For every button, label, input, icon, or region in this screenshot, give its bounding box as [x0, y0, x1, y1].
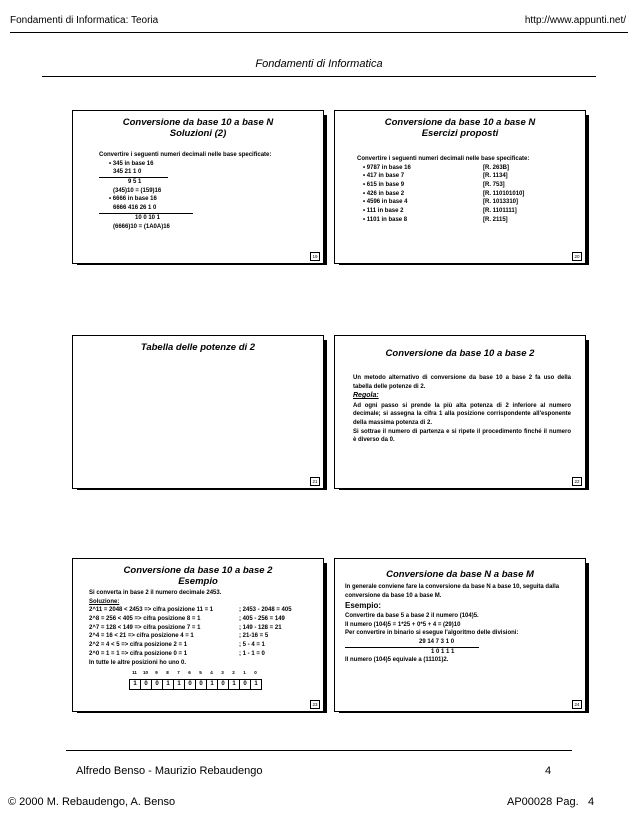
footer-rule	[66, 750, 572, 751]
bit-index-row: 11 10 9 8 7 6 5 4 3 2 1 0	[132, 670, 257, 676]
result: (6666)10 = (1A0A)16	[113, 223, 170, 230]
example-line: Convertire da base 5 a base 2 il numero (104)5.	[345, 612, 479, 619]
exercise-item: • 426 in base 2 [R. 110101010]	[363, 190, 525, 197]
division-row: 345 21 1 0	[99, 168, 168, 178]
slide-number: 23	[310, 700, 320, 709]
division-row: 29 14 7 3 1 0	[345, 638, 479, 648]
slide-title: Conversione da base 10 a base N Soluzioni (2)	[122, 117, 274, 140]
slide-23	[72, 558, 334, 722]
exercise-item: • 111 in base 2 [R. 1101111]	[363, 208, 517, 215]
slide-number: 19	[310, 252, 320, 261]
step-row: 2^11 = 2048 < 2453 => cifra posizione 11 = 1 ; 2453 - 2048 = 405	[89, 607, 292, 614]
division-row: 6666 416 26 1 0	[99, 204, 193, 214]
slide-title: Conversione da base 10 a base 2 Esempio	[123, 565, 273, 588]
exercise-item: • 417 in base 7 [R. 1134]	[363, 173, 508, 180]
document-code: AP00028	[507, 796, 553, 808]
slide-number: 21	[310, 477, 320, 486]
authors: Alfredo Benso - Maurizio Rebaudengo	[76, 765, 263, 777]
step-row: 2^2 = 4 < 5 => cifra posizione 2 = 1 ; 5 - 4 = 1	[89, 642, 265, 649]
division-remainders: 1 0 1 1 1	[431, 648, 455, 655]
step-row: 2^0 = 1 = 1 => cifra posizione 0 = 1 ; 1 - 1 = 0	[89, 650, 265, 657]
paragraph: Ad ogni passo si prende la più alta potenza di 2 inferiore al numero decimale; si assegna la cifra 1 alla posizione corrispondente all'esponente della massima potenza di 2.	[353, 402, 571, 426]
bullet: • 6666 in base 16	[109, 196, 157, 203]
header-right: http://www.appunti.net/	[524, 15, 626, 26]
footer-page-number: 4	[545, 765, 552, 777]
exercise-item: • 9787 in base 16 [R. 263B]	[363, 164, 510, 171]
division-remainders: 9 5 1	[128, 179, 142, 186]
slide-22	[334, 335, 596, 499]
paragraph: Un metodo alternativo di conversione da base 10 a base 2 fa uso della tabella delle potenze di 2.	[353, 375, 571, 390]
step-row: 2^4 = 16 < 21 => cifra posizione 4 = 1 ; 21-16 = 5	[89, 633, 269, 640]
example-line: Per convertire in binario si esegue l'algoritmo delle divisioni:	[345, 630, 519, 637]
slide-intro: Convertire i seguenti numeri decimali nelle base specificate:	[357, 156, 530, 162]
bit-row: 1 0 0 1 1 0 0 1 0 1 0 1	[129, 679, 313, 690]
slide-title: Conversione da base 10 a base N Esercizi proposti	[384, 117, 536, 140]
slide-intro: Convertire i seguenti numeri decimali nelle base specificate:	[99, 152, 272, 158]
result: (345)10 = (159)16	[113, 187, 162, 194]
paragraph: Si sottrae il numero di partenza e si ripete il procedimento finché il numero è diverso da 0.	[353, 428, 571, 444]
example-line: Il numero (104)5 = 1*25 + 0*5 + 4 = (29)10	[345, 621, 461, 628]
step-row: 2^8 = 256 < 405 => cifra posizione 8 = 1 ; 405 - 256 = 149	[89, 616, 285, 623]
slide-21	[72, 335, 334, 499]
exercise-item: • 1101 in base 8 [R. 2115]	[363, 216, 508, 223]
pag-label: Pag.	[556, 796, 579, 808]
slide-number: 20	[572, 252, 582, 261]
slide-20	[334, 110, 596, 274]
slide-24	[334, 558, 596, 722]
exercise-item: • 4596 in base 4 [R. 1013310]	[363, 199, 519, 206]
pag-number: 4	[588, 796, 595, 808]
slide-intro: Si converta in base 2 il numero decimale 2453.	[89, 590, 222, 596]
step-row: 2^7 = 128 < 149 => cifra posizione 7 = 1 ; 149 - 128 = 21	[89, 624, 282, 631]
slide-title: Conversione da base 10 a base 2	[385, 348, 535, 359]
bullet: • 345 in base 16	[109, 160, 154, 167]
example-heading: Esempio:	[345, 601, 382, 611]
paragraph: In generale conviene fare la conversione da base N a base 10, seguita dalla conversione da base 10 a base M.	[345, 584, 560, 599]
slide-19	[72, 110, 334, 274]
slide-number: 22	[572, 477, 582, 486]
exercise-item: • 615 in base 9 [R. 753]	[363, 182, 505, 189]
slide-number: 24	[572, 700, 582, 709]
slide-title: Tabella delle potenze di 2	[140, 342, 256, 353]
division-remainders: 10 0 10 1	[135, 214, 161, 221]
page-title: Fondamenti di Informatica	[255, 58, 383, 70]
copyright: © 2000 M. Rebaudengo, A. Benso	[8, 796, 176, 808]
title-rule	[42, 76, 596, 77]
solution-heading: Soluzione:	[89, 598, 120, 605]
conclusion: In tutte le altre posizioni ho uno 0.	[89, 659, 187, 666]
example-line: Il numero (104)5 equivale a (11101)2.	[345, 657, 449, 664]
rule-heading: Regola:	[353, 392, 379, 400]
header-rule	[10, 32, 628, 33]
slide-title: Conversione da base N a base M	[386, 569, 534, 580]
header-left: Fondamenti di Informatica: Teoria	[10, 15, 159, 26]
